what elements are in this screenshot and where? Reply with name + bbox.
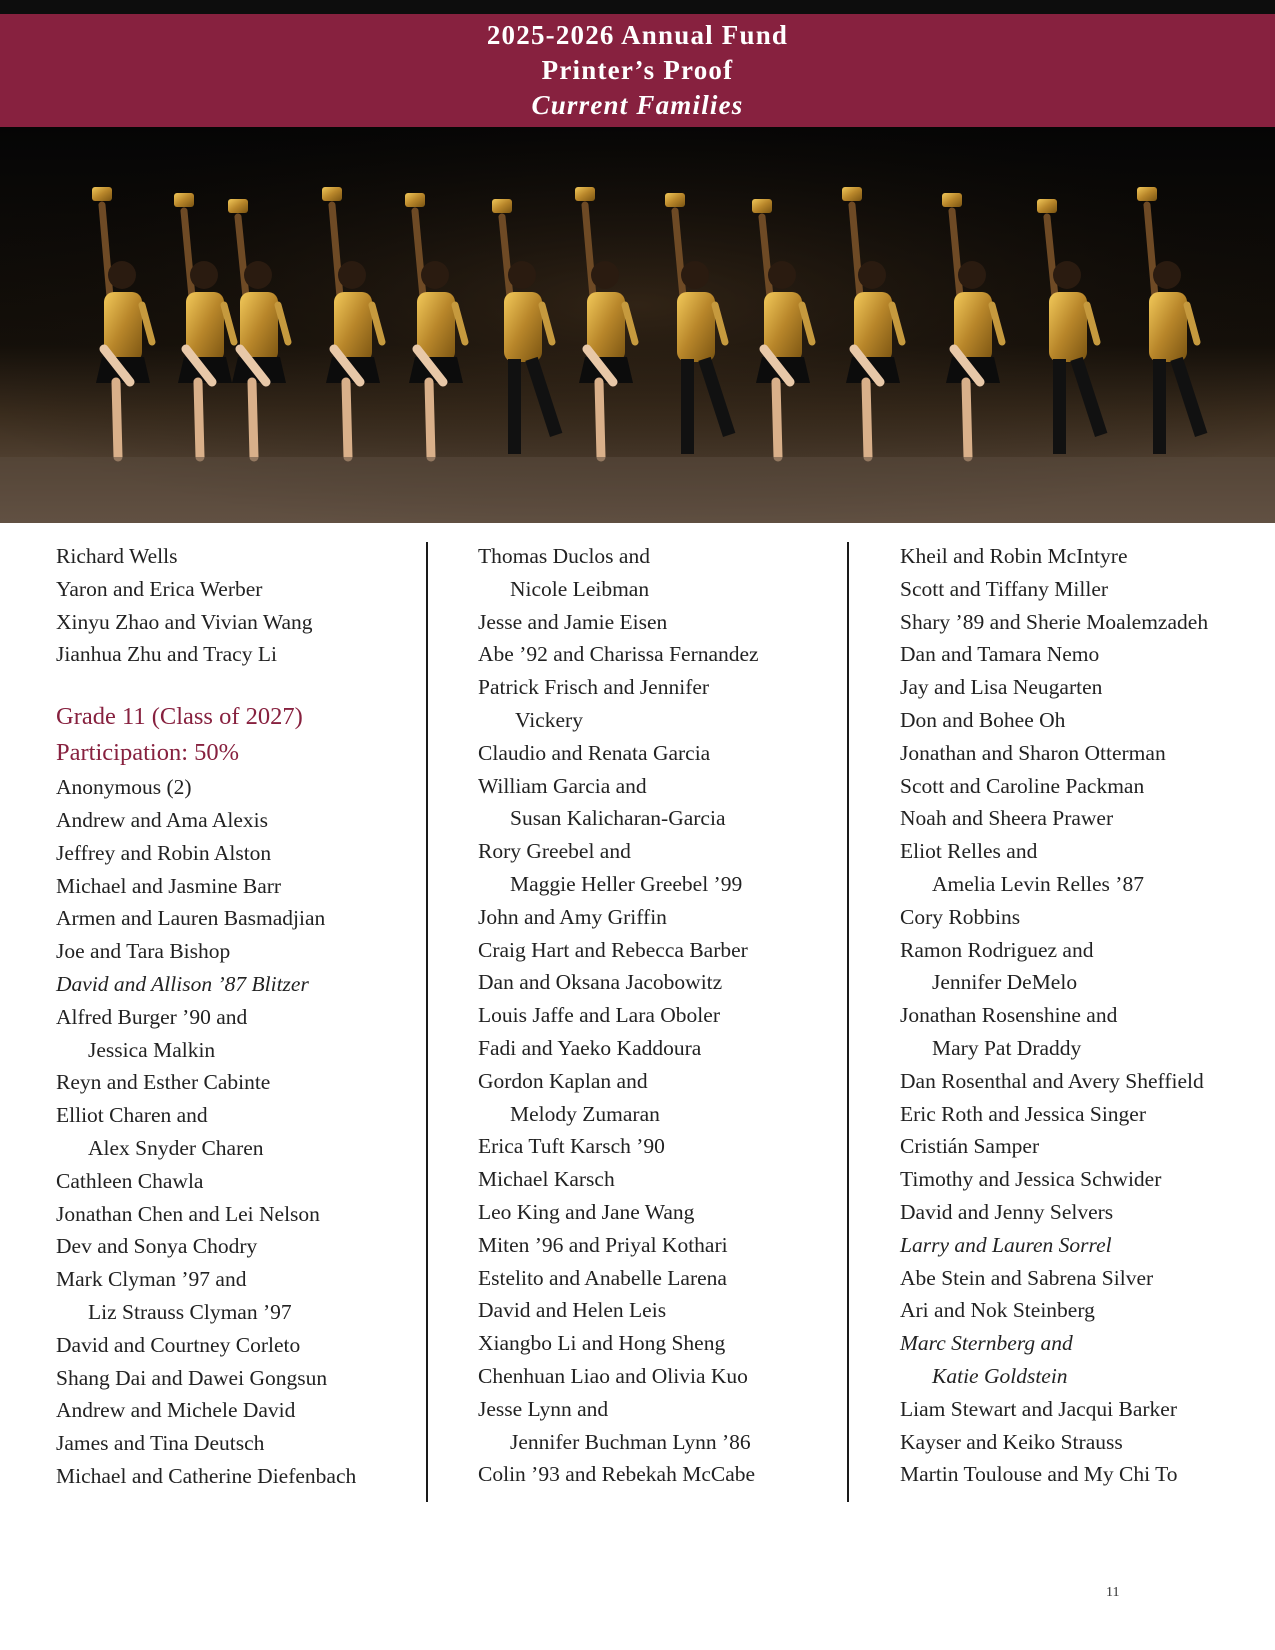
- dancer-head: [1153, 261, 1181, 289]
- donor-name: Thomas Duclos and: [478, 544, 650, 568]
- donor-name: Dan and Oksana Jacobowitz: [478, 970, 723, 995]
- donor-name: Cathleen Chawla: [56, 1168, 204, 1193]
- banner-title: 2025-2026 Annual Fund: [486, 20, 789, 50]
- donor-name: Larry and Lauren Sorrel: [900, 1232, 1112, 1257]
- stage-dancers-photo: [0, 127, 1275, 523]
- dancer-head: [244, 261, 272, 289]
- sequin-jacket: [1149, 292, 1187, 362]
- spacer: [56, 671, 356, 699]
- donor-name: Elliot Charen and: [56, 1103, 208, 1128]
- donor-name: Alfred Burger ’90 and: [56, 1004, 248, 1029]
- donor-name: David and Helen Leis: [478, 1298, 667, 1323]
- section-heading: Participation: 50%: [56, 739, 240, 767]
- donor-name: Abe Stein and Sabrena Silver: [900, 1265, 1154, 1290]
- donor-name: Cory Robbins: [900, 904, 1021, 929]
- donor-name: Jessica Malkin: [88, 1037, 216, 1062]
- dancer-head: [1053, 261, 1081, 289]
- donor-name: Scott and Caroline Packman: [900, 773, 1145, 798]
- donor-name: Ari and Nok Steinberg: [900, 1298, 1095, 1323]
- donor-columns: [0, 540, 1275, 1510]
- donor-name: Scott and Tiffany Miller: [900, 576, 1109, 601]
- dancer-head: [958, 261, 986, 289]
- donor-name: Shang Dai and Dawei Gongsun: [56, 1365, 328, 1390]
- donor-name: Fadi and Yaeko Kaddoura: [478, 1035, 702, 1060]
- donor-name: Ramon Rodriguez and: [900, 937, 1094, 962]
- donor-column-3: [900, 540, 1208, 1491]
- dancer-head: [190, 261, 218, 289]
- dancer-head: [591, 261, 619, 289]
- top-hat: [665, 193, 685, 207]
- donor-name: Craig Hart and Rebecca Barber: [478, 937, 748, 962]
- donor-column-1: [56, 540, 356, 1493]
- stage-floor: [0, 457, 1275, 523]
- donor-name: Jay and Lisa Neugarten: [900, 675, 1103, 700]
- donor-name: Estelito and Anabelle Larena: [478, 1265, 727, 1290]
- dancer-head: [108, 261, 136, 289]
- donor-name: Armen and Lauren Basmadjian: [56, 906, 326, 931]
- donor-name: David and Jenny Selvers: [900, 1199, 1114, 1224]
- dancer-leg: [252, 382, 254, 457]
- trouser-leg: [1153, 359, 1166, 454]
- donor-name: Don and Bohee Oh: [900, 707, 1066, 732]
- column-divider: [847, 542, 849, 1502]
- dancer-leg: [198, 382, 200, 457]
- donor-name: Amelia Levin Relles ’87: [932, 871, 1144, 896]
- donor-name: David and Courtney Corleto: [56, 1332, 301, 1357]
- donor-name: Anonymous (2): [56, 775, 192, 800]
- donor-name: Cristián Samper: [900, 1134, 1040, 1159]
- donor-name: Andrew and Michele David: [56, 1398, 296, 1423]
- donor-name: Susan Kalicharan-Garcia: [510, 806, 726, 831]
- top-hat: [1037, 199, 1057, 213]
- donor-name: Nicole Leibman: [510, 576, 650, 601]
- donor-name: Abe ’92 and Charissa Fernandez: [478, 642, 759, 667]
- donor-name: David and Allison ’87 Blitzer: [56, 971, 309, 996]
- donor-name: Jennifer Buchman Lynn ’86: [510, 1429, 751, 1454]
- trouser-leg: [508, 359, 521, 454]
- top-hat: [405, 193, 425, 207]
- donor-name: Marc Sternberg and: [900, 1331, 1073, 1356]
- donor-name: Michael and Jasmine Barr: [56, 873, 282, 898]
- donor-name: Claudio and Renata Garcia: [478, 740, 711, 765]
- dancer-head: [508, 261, 536, 289]
- donor-name: Andrew and Ama Alexis: [56, 807, 268, 832]
- donor-name: Erica Tuft Karsch ’90: [478, 1134, 665, 1159]
- dancer-leg: [429, 382, 431, 457]
- donor-name: Eric Roth and Jessica Singer: [900, 1101, 1147, 1126]
- donor-name: Jonathan Chen and Lei Nelson: [56, 1201, 320, 1226]
- dancer-head: [421, 261, 449, 289]
- donor-name: Colin ’93 and Rebekah McCabe: [478, 1462, 756, 1487]
- donor-name: Jonathan Rosenshine and: [900, 1003, 1118, 1028]
- column-divider: [426, 542, 428, 1502]
- banner-section: Current Families: [531, 90, 744, 120]
- donor-name: Gordon Kaplan and: [478, 1068, 648, 1093]
- dancer-leg: [776, 382, 778, 457]
- donor-name: Joe and Tara Bishop: [56, 939, 231, 964]
- donor-name: Yaron and Erica Werber: [56, 576, 263, 601]
- donor-name: Miten ’96 and Priyal Kothari: [478, 1232, 728, 1257]
- donor-name: John and Amy Griffin: [478, 904, 667, 929]
- donor-name: Rory Greebel and: [478, 839, 631, 864]
- donor-name: Kayser and Keiko Strauss: [900, 1429, 1123, 1454]
- donor-name: Xiangbo Li and Hong Sheng: [478, 1331, 726, 1356]
- donor-name: Katie Goldstein: [932, 1363, 1068, 1388]
- top-hat: [942, 193, 962, 207]
- donor-name: Liz Strauss Clyman ’97: [88, 1299, 292, 1324]
- dancer-leg: [116, 382, 118, 457]
- donor-name: Liam Stewart and Jacqui Barker: [900, 1396, 1178, 1421]
- trouser-leg: [1053, 359, 1066, 454]
- donor-name: Michael Karsch: [478, 1167, 615, 1192]
- donor-name: Vickery: [515, 707, 583, 732]
- donor-column-2: [478, 540, 759, 1491]
- donor-name: Kheil and Robin McIntyre: [900, 544, 1128, 568]
- top-hat: [575, 187, 595, 201]
- trouser-leg: [681, 359, 694, 454]
- top-hat: [752, 199, 772, 213]
- top-hat: [322, 187, 342, 201]
- donor-name: Xinyu Zhao and Vivian Wang: [56, 609, 313, 634]
- top-hat: [92, 187, 112, 201]
- sequin-jacket: [677, 292, 715, 362]
- top-dark-strip: [0, 0, 1275, 14]
- donor-name: Richard Wells: [56, 544, 178, 568]
- donor-name: Jianhua Zhu and Tracy Li: [56, 642, 277, 667]
- page-number: 11: [1106, 1585, 1120, 1600]
- donor-name: Michael and Catherine Diefenbach: [56, 1463, 357, 1488]
- donor-name: Jeffrey and Robin Alston: [56, 840, 272, 865]
- dancer-head: [338, 261, 366, 289]
- donor-name: Patrick Frisch and Jennifer: [478, 675, 710, 700]
- donor-name: Leo King and Jane Wang: [478, 1199, 695, 1224]
- donor-name: Jesse Lynn and: [478, 1396, 609, 1421]
- donor-name: Alex Snyder Charen: [88, 1135, 264, 1160]
- donor-name: Dan Rosenthal and Avery Sheffield: [900, 1068, 1204, 1093]
- donor-name: Jennifer DeMelo: [932, 970, 1078, 995]
- donor-name: Reyn and Esther Cabinte: [56, 1070, 271, 1095]
- sequin-jacket: [504, 292, 542, 362]
- dancer-leg: [966, 382, 968, 457]
- dancer-head: [858, 261, 886, 289]
- donor-name: Shary ’89 and Sherie Moalemzadeh: [900, 609, 1209, 634]
- dancer-leg: [599, 382, 601, 457]
- banner-subtitle: Printer’s Proof: [541, 55, 734, 85]
- dancer-leg: [346, 382, 348, 457]
- donor-name: Mark Clyman ’97 and: [56, 1267, 247, 1292]
- donor-name: Chenhuan Liao and Olivia Kuo: [478, 1363, 748, 1388]
- top-hat: [492, 199, 512, 213]
- top-hat: [174, 193, 194, 207]
- dancer-head: [768, 261, 796, 289]
- sequin-jacket: [1049, 292, 1087, 362]
- donor-name: Dev and Sonya Chodry: [56, 1234, 258, 1259]
- donor-name: Dan and Tamara Nemo: [900, 642, 1100, 667]
- dancer-leg: [866, 382, 868, 457]
- donor-name: William Garcia and: [478, 773, 647, 798]
- donor-name: Jesse and Jamie Eisen: [478, 609, 668, 634]
- donor-name: Jonathan and Sharon Otterman: [900, 740, 1166, 765]
- donor-name: Eliot Relles and: [900, 839, 1038, 864]
- header-banner: [0, 14, 1275, 127]
- donor-name: Louis Jaffe and Lara Oboler: [478, 1003, 720, 1028]
- donor-name: James and Tina Deutsch: [56, 1431, 265, 1456]
- donor-name: Martin Toulouse and My Chi To: [900, 1462, 1178, 1487]
- dancer-head: [681, 261, 709, 289]
- top-hat: [1137, 187, 1157, 201]
- section-heading: Grade 11 (Class of 2027): [56, 703, 303, 731]
- top-hat: [228, 199, 248, 213]
- donor-name: Mary Pat Draddy: [932, 1035, 1082, 1060]
- donor-name: Noah and Sheera Prawer: [900, 806, 1114, 831]
- donor-name: Timothy and Jessica Schwider: [900, 1167, 1162, 1192]
- top-hat: [842, 187, 862, 201]
- donor-name: Maggie Heller Greebel ’99: [510, 871, 743, 896]
- donor-name: Melody Zumaran: [510, 1101, 660, 1126]
